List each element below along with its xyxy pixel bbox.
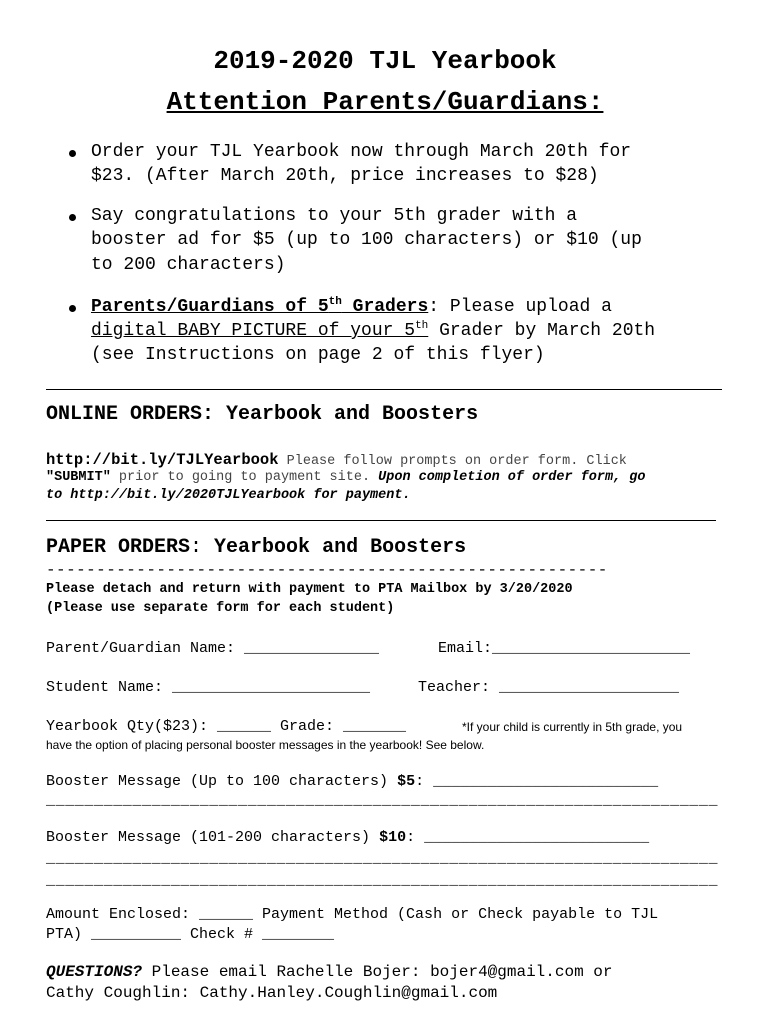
booster-5-blank-line[interactable]: ______________________________________________________________________ <box>46 792 719 809</box>
fifth-grade-parents-label: Parents/Guardians of 5th Graders <box>91 296 429 317</box>
section-divider <box>46 389 722 390</box>
bullet-dot-icon <box>69 305 76 312</box>
dashed-divider: -------------------------------------------------------- <box>46 561 608 579</box>
amount-enclosed-field[interactable]: Amount Enclosed: ______ Payment Method (Cash or Check payable to TJL <box>46 906 659 923</box>
fifth-grade-note-cont: have the option of placing personal booster messages in the yearbook! See below. <box>46 738 485 752</box>
questions-contact-1: Please email Rachelle Bojer: bojer4@gmail.com or <box>142 963 613 981</box>
booster-10-field[interactable]: Booster Message (101-200 characters) $10: _________________________ <box>46 829 650 846</box>
booster-5-field[interactable]: Booster Message (Up to 100 characters) $5: _________________________ <box>46 773 659 790</box>
online-orders-heading: ONLINE ORDERS: Yearbook and Boosters <box>46 403 479 426</box>
bullet-order-line1: Order your TJL Yearbook now through March 20th for <box>91 142 632 162</box>
bullet-baby-picture-line1: Parents/Guardians of 5th Graders: Please upload a <box>91 296 612 317</box>
bullet-baby-picture-line2: digital BABY PICTURE of your 5th Grader by March 20th <box>91 320 656 341</box>
yearbook-qty-grade-fields[interactable]: Yearbook Qty($23): ______ Grade: _______ <box>46 718 407 735</box>
bullet-booster-line3: to 200 characters) <box>91 255 286 275</box>
questions-contact-2: Cathy Coughlin: Cathy.Hanley.Coughlin@gmail.com <box>46 984 498 1002</box>
baby-picture-underlined: digital BABY PICTURE of your 5th <box>91 320 429 341</box>
payment-link-line[interactable]: to http://bit.ly/2020TJLYearbook for payment. <box>46 488 411 503</box>
check-number-field[interactable]: PTA) __________ Check # ________ <box>46 926 335 943</box>
page-title: 2019-2020 TJL Yearbook <box>213 46 557 76</box>
subtitle-text: Attention Parents/Guardians: <box>166 87 604 117</box>
booster-10-blank-line-1[interactable]: ______________________________________________________________________ <box>46 850 719 867</box>
booster-10-blank-line-2[interactable]: ______________________________________________________________________ <box>46 872 719 889</box>
page-subtitle <box>0 87 770 117</box>
questions-label: QUESTIONS? <box>46 963 143 981</box>
bullet-dot-icon <box>69 150 76 157</box>
section-divider <box>46 520 716 521</box>
parent-name-field[interactable]: Parent/Guardian Name: _______________ <box>46 640 380 657</box>
yearbook-order-link[interactable]: http://bit.ly/TJLYearbook <box>46 451 279 469</box>
online-orders-line1: http://bit.ly/TJLYearbook Please follow prompts on order form. Click <box>46 451 627 469</box>
student-name-field[interactable]: Student Name: ______________________ <box>46 679 371 696</box>
paper-orders-heading: PAPER ORDERS: Yearbook and Boosters <box>46 536 467 559</box>
bullet-order-line2: $23. (After March 20th, price increases to $28) <box>91 166 599 186</box>
fifth-grade-note: *If your child is currently in 5th grade, you <box>462 720 683 734</box>
bullet-baby-picture-line3: (see Instructions on page 2 of this flyer) <box>91 345 545 365</box>
online-orders-line2: "SUBMIT" prior to going to payment site. Upon completion of order form, go <box>46 470 646 485</box>
bullet-dot-icon <box>69 214 76 221</box>
email-field[interactable]: Email:______________________ <box>438 640 691 657</box>
questions-line1 <box>46 963 613 981</box>
separate-form-note: (Please use separate form for each student) <box>46 601 395 616</box>
bullet-booster-line2: booster ad for $5 (up to 100 characters) or $10 (up <box>91 230 642 250</box>
detach-instructions: Please detach and return with payment to PTA Mailbox by 3/20/2020 <box>46 582 573 597</box>
teacher-field[interactable]: Teacher: ____________________ <box>418 679 680 696</box>
bullet-booster-line1: Say congratulations to your 5th grader with a <box>91 206 578 226</box>
